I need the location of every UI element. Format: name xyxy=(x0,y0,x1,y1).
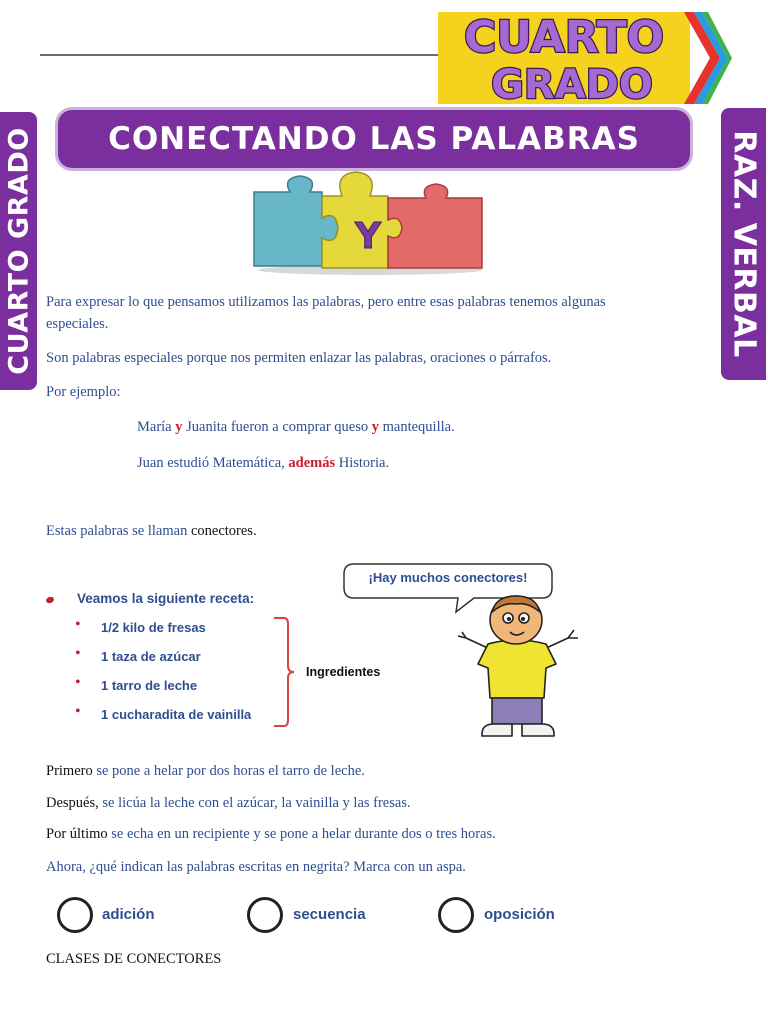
option-label-secuencia: secuencia xyxy=(293,906,366,923)
list-bullet: • xyxy=(75,674,81,691)
question: Ahora, ¿qué indican las palabras escritas en negrita? Marca con un aspa. xyxy=(46,859,466,875)
list-item: 1/2 kilo de fresas xyxy=(101,620,206,635)
step-1: Primero se pone a helar por dos horas el tarro de leche. xyxy=(46,763,365,779)
option-label-oposicion: oposición xyxy=(484,906,555,923)
list-item: 1 taza de azúcar xyxy=(101,649,201,664)
side-tab-grade-text: CUARTO GRADO xyxy=(3,127,34,375)
section-title: CLASES DE CONECTORES xyxy=(46,951,222,967)
example-2: Juan estudió Matemática, además Historia. xyxy=(137,455,390,471)
cuarto-grado-logo xyxy=(432,8,732,108)
intro-paragraph-2: Son palabras especiales porque nos permiten enlazar las palabras, oraciones o párrafos. xyxy=(46,350,552,366)
example-1: María y Juanita fueron a comprar queso y mantequilla. xyxy=(137,419,455,435)
step-3: Por último se echa en un recipiente y se pone a helar durante dos o tres horas. xyxy=(46,826,496,842)
puzzle-image xyxy=(250,168,490,276)
option-label-adicion: adición xyxy=(102,906,155,923)
ingredients-label: Ingredientes xyxy=(306,665,381,679)
list-bullet: • xyxy=(75,645,81,662)
logo-line2: GRADO xyxy=(491,62,653,108)
boy-illustration xyxy=(452,594,584,750)
side-tab-subject xyxy=(721,108,766,380)
top-divider xyxy=(40,54,438,56)
title-banner xyxy=(58,110,690,168)
option-circle-adicion[interactable] xyxy=(57,897,93,933)
intro-paragraph-3: Por ejemplo: xyxy=(46,384,121,400)
puzzle-letter: Y xyxy=(354,216,382,257)
page-title: CONECTANDO LAS PALABRAS xyxy=(108,121,640,157)
side-tab-subject-text: RAZ. VERBAL xyxy=(726,130,761,358)
side-tab-grade xyxy=(0,112,37,390)
list-item: 1 cucharadita de vainilla xyxy=(101,707,252,722)
connectors-sentence: Estas palabras se llaman conectores. xyxy=(46,523,257,539)
list-bullet: • xyxy=(75,703,81,720)
option-circle-oposicion[interactable] xyxy=(438,897,474,933)
intro-paragraph-1-cont: especiales. xyxy=(46,316,109,332)
list-bullet: • xyxy=(75,616,81,633)
step-2: Después, se licúa la leche con el azúcar, la vainilla y las fresas. xyxy=(46,795,411,811)
speech-text: ¡Hay muchos conectores! xyxy=(368,570,528,585)
option-circle-secuencia[interactable] xyxy=(247,897,283,933)
list-item: 1 tarro de leche xyxy=(101,678,198,693)
intro-paragraph-1: Para expresar lo que pensamos utilizamos las palabras, pero entre esas palabras tenemos algunas xyxy=(46,294,606,310)
ingredients-bracket xyxy=(272,616,296,728)
logo-line1: CUARTO xyxy=(463,12,665,63)
recipe-bullet xyxy=(46,590,54,608)
recipe-heading: Veamos la siguiente receta: xyxy=(77,591,255,606)
